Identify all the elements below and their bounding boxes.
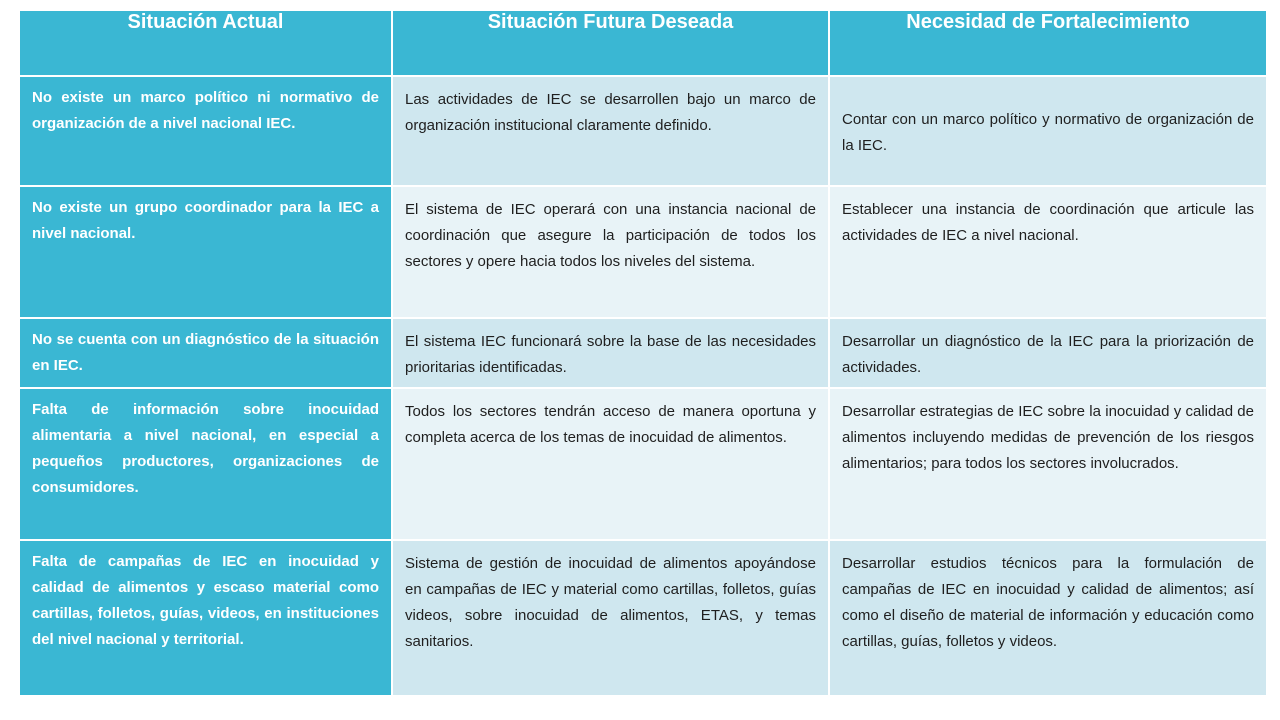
cell-situacion-futura: Las actividades de IEC se desarrollen bajo un marco de organización institucional claramente definido. bbox=[392, 76, 829, 186]
cell-situacion-futura: Todos los sectores tendrán acceso de manera oportuna y completa acerca de los temas de inocuidad de alimentos. bbox=[392, 388, 829, 540]
table-row bbox=[19, 540, 1267, 696]
header-necesidad: Necesidad de Fortalecimiento bbox=[829, 10, 1267, 76]
header-situacion-actual: Situación Actual bbox=[19, 10, 392, 76]
cell-necesidad: Contar con un marco político y normativo de organización de la IEC. bbox=[829, 76, 1267, 186]
cell-necesidad: Desarrollar estudios técnicos para la formulación de campañas de IEC en inocuidad y calidad de alimentos; así como el diseño de material de información y educación como cartillas, guías, folletos y videos. bbox=[829, 540, 1267, 696]
table-row bbox=[19, 318, 1267, 388]
cell-necesidad: Desarrollar un diagnóstico de la IEC para la priorización de actividades. bbox=[829, 318, 1267, 388]
table-row bbox=[19, 76, 1267, 186]
header-situacion-futura: Situación Futura Deseada bbox=[392, 10, 829, 76]
cell-situacion-futura: El sistema de IEC operará con una instancia nacional de coordinación que asegure la participación de todos los sectores y opere hacia todos los niveles del sistema. bbox=[392, 186, 829, 318]
table-row bbox=[19, 388, 1267, 540]
cell-situacion-actual: No existe un marco político ni normativo de organización de a nivel nacional IEC. bbox=[19, 76, 392, 186]
cell-situacion-actual: Falta de información sobre inocuidad alimentaria a nivel nacional, en especial a pequeños productores, organizaciones de consumidores. bbox=[19, 388, 392, 540]
cell-necesidad: Establecer una instancia de coordinación que articule las actividades de IEC a nivel nacional. bbox=[829, 186, 1267, 318]
cell-situacion-futura: El sistema IEC funcionará sobre la base de las necesidades prioritarias identificadas. bbox=[392, 318, 829, 388]
comparison-table bbox=[18, 9, 1268, 697]
cell-situacion-actual: No existe un grupo coordinador para la IEC a nivel nacional. bbox=[19, 186, 392, 318]
cell-necesidad: Desarrollar estrategias de IEC sobre la inocuidad y calidad de alimentos incluyendo medidas de prevención de los riesgos alimentarios; para todos los sectores involucrados. bbox=[829, 388, 1267, 540]
header-row bbox=[19, 10, 1267, 76]
table-row bbox=[19, 186, 1267, 318]
cell-situacion-actual: Falta de campañas de IEC en inocuidad y calidad de alimentos y escaso material como cartillas, folletos, guías, videos, en instituciones del nivel nacional y territorial. bbox=[19, 540, 392, 696]
cell-situacion-actual: No se cuenta con un diagnóstico de la situación en IEC. bbox=[19, 318, 392, 388]
cell-situacion-futura: Sistema de gestión de inocuidad de alimentos apoyándose en campañas de IEC y material como cartillas, folletos, guías videos, sobre inocuidad de alimentos, ETAS, y temas sanitarios. bbox=[392, 540, 829, 696]
